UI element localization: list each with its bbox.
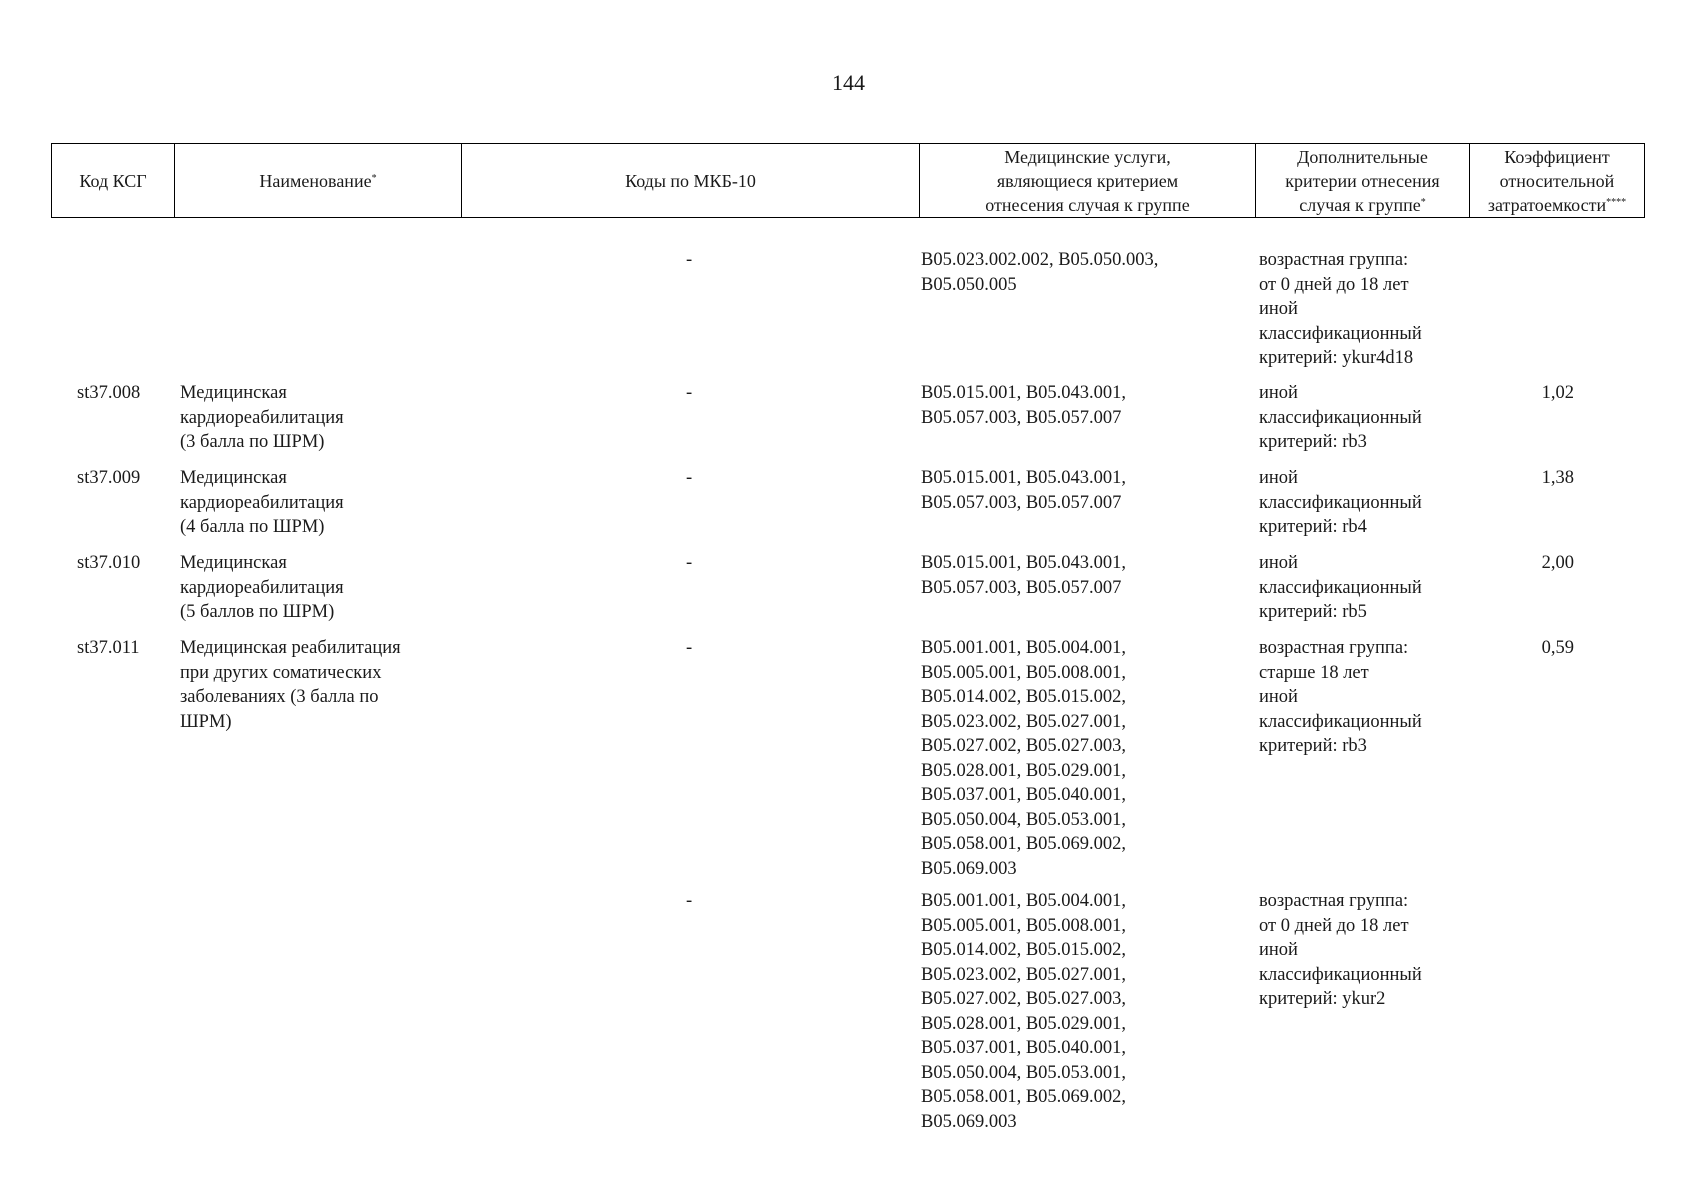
mkb-codes: - [686, 250, 693, 270]
cost-coefficient: 0,59 [1541, 638, 1574, 658]
header-code [52, 144, 175, 217]
medical-services: B05.015.001, B05.043.001, B05.057.003, B05.057.007 [921, 468, 1127, 513]
medical-services: B05.015.001, B05.043.001, B05.057.003, B05.057.007 [921, 553, 1127, 598]
additional-criteria: возрастная группа: от 0 дней до 18 лет иной классификационный критерий: ykur2 [1259, 891, 1422, 1009]
ksg-code: st37.011 [77, 638, 140, 658]
cost-coefficient: 2,00 [1541, 553, 1574, 573]
table-header [51, 143, 1645, 218]
additional-criteria: иной классификационный критерий: rb3 [1259, 383, 1422, 452]
additional-criteria: возрастная группа: старше 18 лет иной классификационный критерий: rb3 [1259, 638, 1422, 756]
header-coef: Коэффициент относительной затратоемкости**** [1487, 146, 1627, 215]
cost-coefficient: 1,38 [1541, 468, 1574, 488]
header-mkb-label: Коды по МКБ-10 [625, 170, 756, 191]
ksg-code: st37.010 [77, 553, 141, 573]
additional-criteria: иной классификационный критерий: rb5 [1259, 553, 1422, 622]
header-mkb [462, 144, 920, 217]
medical-services: B05.015.001, B05.043.001, B05.057.003, B05.057.007 [921, 383, 1127, 428]
ksg-name: Медицинская кардиореабилитация (3 балла по ШРМ) [180, 383, 344, 452]
ksg-code: st37.009 [77, 468, 141, 488]
medical-services: B05.001.001, B05.004.001, B05.005.001, B05.008.001, B05.014.002, B05.015.002, B05.023.002, B05.027.001, B05.027.002, B05.027.003, B05.028.001, B05.029.001, B05.037.001, B05.040.001, B05.050.004, B05.053.001, B05.058.001, B05.069.002, B05.069.003 [921, 891, 1127, 1132]
ksg-code: st37.008 [77, 383, 141, 403]
header-code-label: Код КСГ [79, 170, 147, 191]
mkb-codes: - [686, 638, 693, 658]
mkb-codes: - [686, 891, 693, 911]
ksg-name: Медицинская кардиореабилитация (5 баллов по ШРМ) [180, 553, 344, 622]
mkb-codes: - [686, 383, 693, 403]
additional-criteria: иной классификационный критерий: rb4 [1259, 468, 1422, 537]
header-name-label: Наименование* [259, 170, 377, 191]
additional-criteria: возрастная группа: от 0 дней до 18 лет иной классификационный критерий: ykur4d18 [1259, 250, 1422, 368]
mkb-codes: - [686, 553, 693, 573]
header-name [175, 144, 462, 217]
ksg-name: Медицинская реабилитация при других соматических заболеваниях (3 балла по ШРМ) [180, 638, 401, 732]
cost-coefficient: 1,02 [1541, 383, 1574, 403]
mkb-codes: - [686, 468, 693, 488]
medical-services: B05.023.002.002, B05.050.003, B05.050.005 [921, 250, 1159, 295]
header-criteria: Дополнительные критерии отнесения случая к группе* [1256, 144, 1470, 217]
page-number: 144 [832, 70, 865, 95]
medical-services: B05.001.001, B05.004.001, B05.005.001, B05.008.001, B05.014.002, B05.015.002, B05.023.002, B05.027.001, B05.027.002, B05.027.003, B05.028.001, B05.029.001, B05.037.001, B05.040.001, B05.050.004, B05.053.001, B05.058.001, B05.069.002, B05.069.003 [921, 638, 1127, 879]
header-services: Медицинские услуги, являющиеся критерием отнесения случая к группе [920, 144, 1256, 217]
ksg-name: Медицинская кардиореабилитация (4 балла по ШРМ) [180, 468, 344, 537]
